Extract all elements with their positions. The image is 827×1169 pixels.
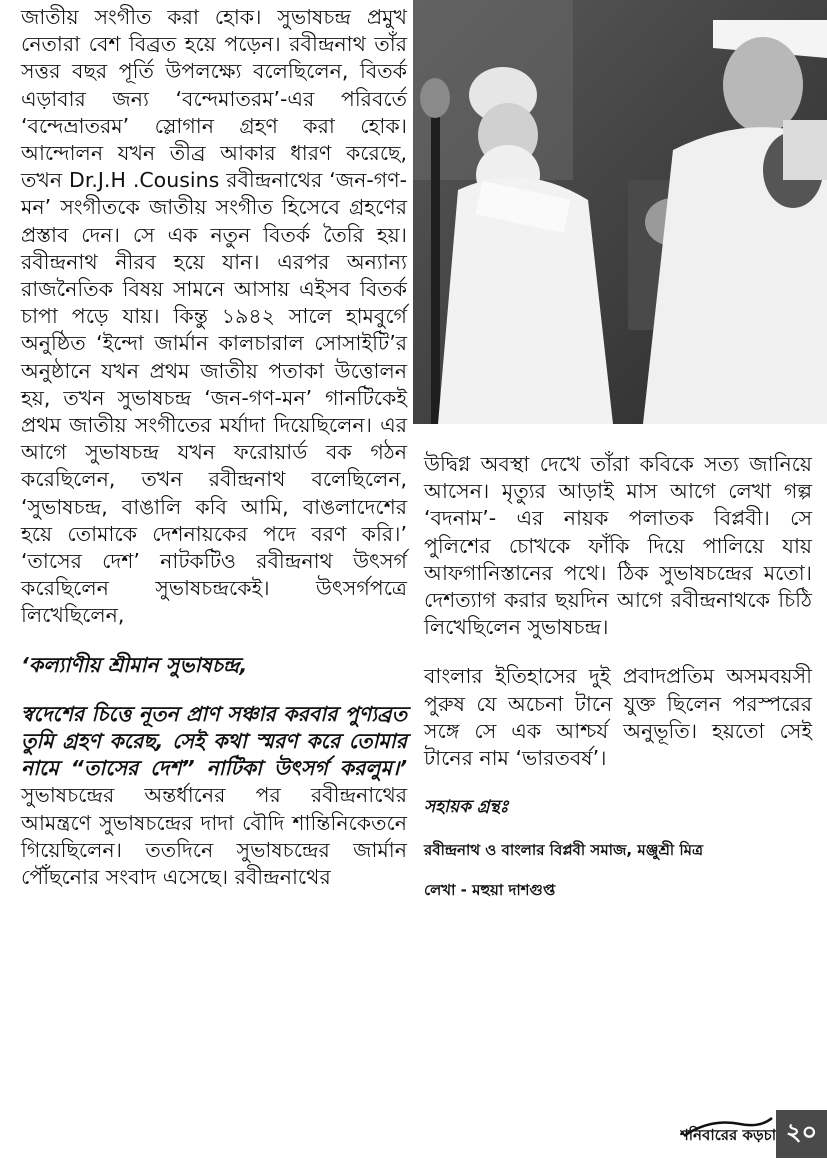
right-column	[424, 451, 812, 901]
dedication-paragraph	[21, 701, 407, 891]
left-column	[21, 4, 407, 891]
magazine-logo	[680, 1110, 776, 1158]
author-credit: লেখা - মহুয়া দাশগুপ্ত	[424, 881, 556, 900]
references-heading: সহায়ক গ্রন্থঃ	[424, 797, 509, 818]
dedication-quote: স্বদেশের চিত্তে নূতন প্রাণ সঞ্চার করবার পুণ্যব্রত তুমি গ্রহণ করেছ, সেই কথা স্মরণ করে তোমার নামে “তাসের দেশ” নাটিকা উৎসর্গ করলুম।’	[21, 701, 407, 781]
body-paragraph-continued: সুভাষচন্দ্রের অন্তর্ধানের পর রবীন্দ্রনাথের আমন্ত্রণে সুভাষচন্দ্রের দাদা বৌদি শান্তিনিকেতনে গিয়েছিলেন। ততদিনে সুভাষচন্দ্রের জার্মান পৌঁছনোর সংবাদ এসেছে। রবীন্দ্রনাথের	[21, 783, 407, 890]
body-paragraph: বাংলার ইতিহাসের দুই প্রবাদপ্রতিম অসমবয়সী পুরুষ যে অচেনা টানে যুক্ত ছিলেন পরস্পরের সঙ্গে সে এক আশ্চর্য অনুভূতি। হয়তো সেই টানের নাম ‘ভারতবর্ষ’।	[424, 664, 812, 771]
historical-photo	[413, 0, 827, 424]
dedication-salutation: ‘কল্যাণীয় শ্রীমান সুভাষচন্দ্র,	[21, 652, 248, 677]
body-paragraph: জাতীয় সংগীত করা হোক। সুভাষচন্দ্র প্রমুখ নেতারা বেশ বিব্রত হয়ে পড়েন। রবীন্দ্রনাথ তাঁর সত্তর বছর পূর্তি উপলক্ষ্যে বলেছিলেন, বিতর্ক এড়াবার জন্য ‘বন্দেমাতরম’-এর পরিবর্তে ‘বন্দেভ্রাতরম’ স্লোগান গ্রহণ করা হোক। আন্দোলন যখন তীব্র আকার ধারণ করেছে, তখন Dr.J.H .Cousins রবীন্দ্রনাথের ‘জন-গণ-মন’ সংগীতকে জাতীয় সংগীত হিসেবে গ্রহণের প্রস্তাব দেন। সে এক নতুন বিতর্ক তৈরি হয়। রবীন্দ্রনাথ নীরব হয়ে যান। এরপর অন্যান্য রাজনৈতিক বিষয় সামনে আসায় এইসব বিতর্ক চাপা পড়ে যায়। কিন্তু ১৯৪২ সালে হামবুর্গে অনুষ্ঠিত ‘ইন্দো জার্মান কালচারাল সোসাইটি’র অনুষ্ঠানে যখন প্রথম জাতীয় পতাকা উত্তোলন হয়, তখন সুভাষচন্দ্র ‘জন-গণ-মন’ গানটিকেই প্রথম জাতীয় সংগীতের মর্যাদা দিয়েছিলেন। এর আগে সুভাষচন্দ্র যখন ফরোয়ার্ড বক গঠন করেছিলেন, তখন রবীন্দ্রনাথ বলেছিলেন, ‘সুভাষচন্দ্র, বাঙালি কবি আমি, বাঙলাদেশের হয়ে তোমাকে দেশনায়কের পদে বরণ করি।’ ‘তাসের দেশ’ নাটকটিও রবীন্দ্রনাথ উৎসর্গ করেছিলেন সুভাষচন্দ্রকেই। উৎসর্গপত্রে লিখেছিলেন,	[21, 5, 407, 628]
page-number: ২০	[776, 1110, 827, 1158]
photo-illustration	[413, 0, 827, 424]
reference-book: রবীন্দ্রনাথ ও বাংলার বিপ্লবী সমাজ, মঞ্জুশ্রী মিত্র	[424, 841, 703, 860]
body-paragraph: উদ্বিগ্ন অবস্থা দেখে তাঁরা কবিকে সত্য জানিয়ে আসেন। মৃত্যুর আড়াই মাস আগে লেখা গল্প ‘বদনাম’- এর নায়ক পলাতক বিপ্লবী। সে পুলিশের চোখকে ফাঁকি দিয়ে পালিয়ে যায় আফগানিস্তানের পথে। ঠিক সুভাষচন্দ্রের মতো। দেশত্যাগ করার ছয়দিন আগে রবীন্দ্রনাথকে চিঠি লিখেছিলেন সুভাষচন্দ্র।	[424, 452, 812, 640]
magazine-logo-text: শনিবারের কড়চা	[680, 1126, 776, 1144]
